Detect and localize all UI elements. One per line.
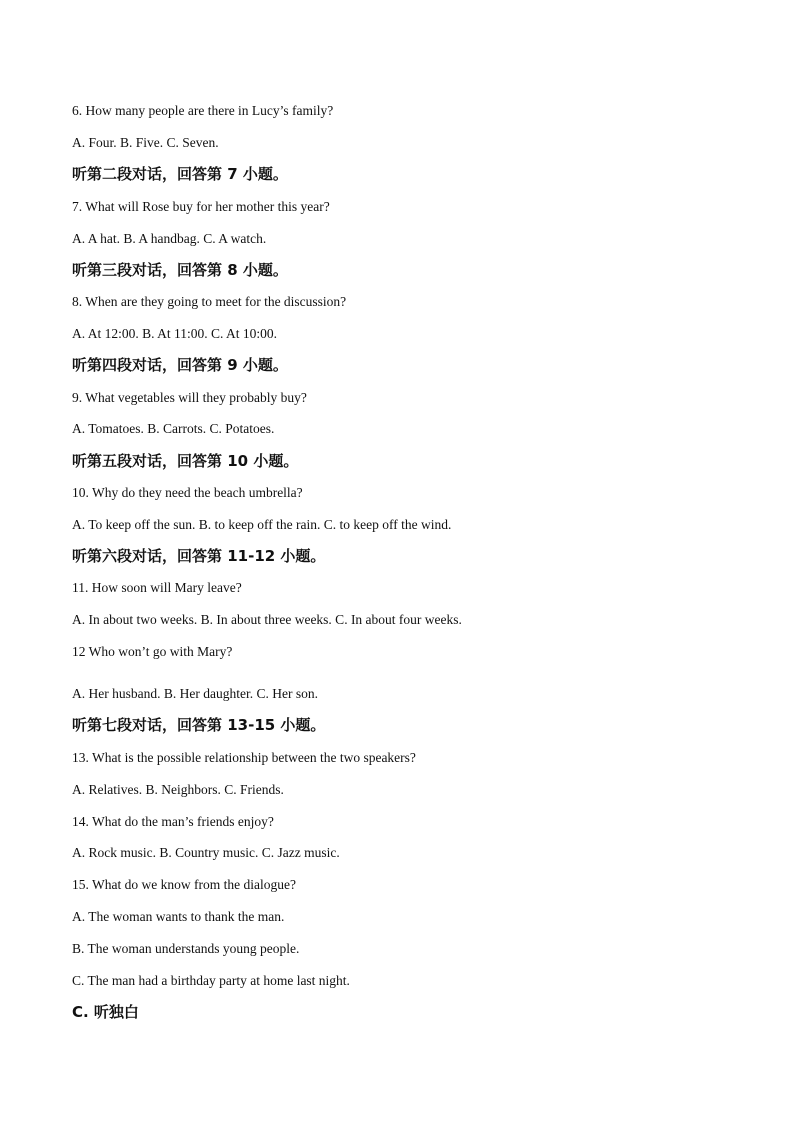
options-9: A. Tomatoes. B. Carrots. C. Potatoes. bbox=[72, 421, 275, 436]
question-8: 8. When are they going to meet for the discussion? bbox=[72, 294, 347, 309]
question-7: 7. What will Rose buy for her mother this year? bbox=[72, 199, 330, 214]
section-heading-3: 听第三段对话，回答第 8 小题。 bbox=[72, 261, 288, 279]
options-12: A. Her husband. B. Her daughter. C. Her son. bbox=[72, 686, 318, 701]
options-10: A. To keep off the sun. B. to keep off the rain. C. to keep off the wind. bbox=[72, 517, 452, 532]
section-heading-7: 听第七段对话，回答第 13-15 小题。 bbox=[72, 716, 326, 734]
options-11: A. In about two weeks. B. In about three weeks. C. In about four weeks. bbox=[72, 612, 462, 627]
question-11: 11. How soon will Mary leave? bbox=[72, 580, 242, 595]
option-15c: C. The man had a birthday party at home last night. bbox=[72, 973, 350, 988]
options-7: A. A hat. B. A handbag. C. A watch. bbox=[72, 231, 267, 246]
options-14: A. Rock music. B. Country music. C. Jazz music. bbox=[72, 845, 340, 860]
question-14: 14. What do the man’s friends enjoy? bbox=[72, 814, 274, 829]
question-10: 10. Why do they need the beach umbrella? bbox=[72, 485, 303, 500]
options-6: A. Four. B. Five. C. Seven. bbox=[72, 135, 219, 150]
section-heading-4: 听第四段对话，回答第 9 小题。 bbox=[72, 356, 288, 374]
question-6: 6. How many people are there in Lucy’s family? bbox=[72, 103, 334, 118]
question-13: 13. What is the possible relationship between the two speakers? bbox=[72, 750, 416, 765]
section-heading-monologue: C. 听独白 bbox=[72, 1003, 139, 1021]
section-heading-2: 听第二段对话，回答第 7 小题。 bbox=[72, 165, 288, 183]
section-heading-6: 听第六段对话，回答第 11-12 小题。 bbox=[72, 547, 326, 565]
option-15a: A. The woman wants to thank the man. bbox=[72, 909, 285, 924]
question-12: 12 Who won’t go with Mary? bbox=[72, 644, 233, 659]
question-15: 15. What do we know from the dialogue? bbox=[72, 877, 296, 892]
options-8: A. At 12:00. B. At 11:00. C. At 10:00. bbox=[72, 326, 278, 341]
options-13: A. Relatives. B. Neighbors. C. Friends. bbox=[72, 782, 284, 797]
section-heading-5: 听第五段对话，回答第 10 小题。 bbox=[72, 452, 299, 470]
option-15b: B. The woman understands young people. bbox=[72, 941, 300, 956]
question-9: 9. What vegetables will they probably buy? bbox=[72, 390, 307, 405]
